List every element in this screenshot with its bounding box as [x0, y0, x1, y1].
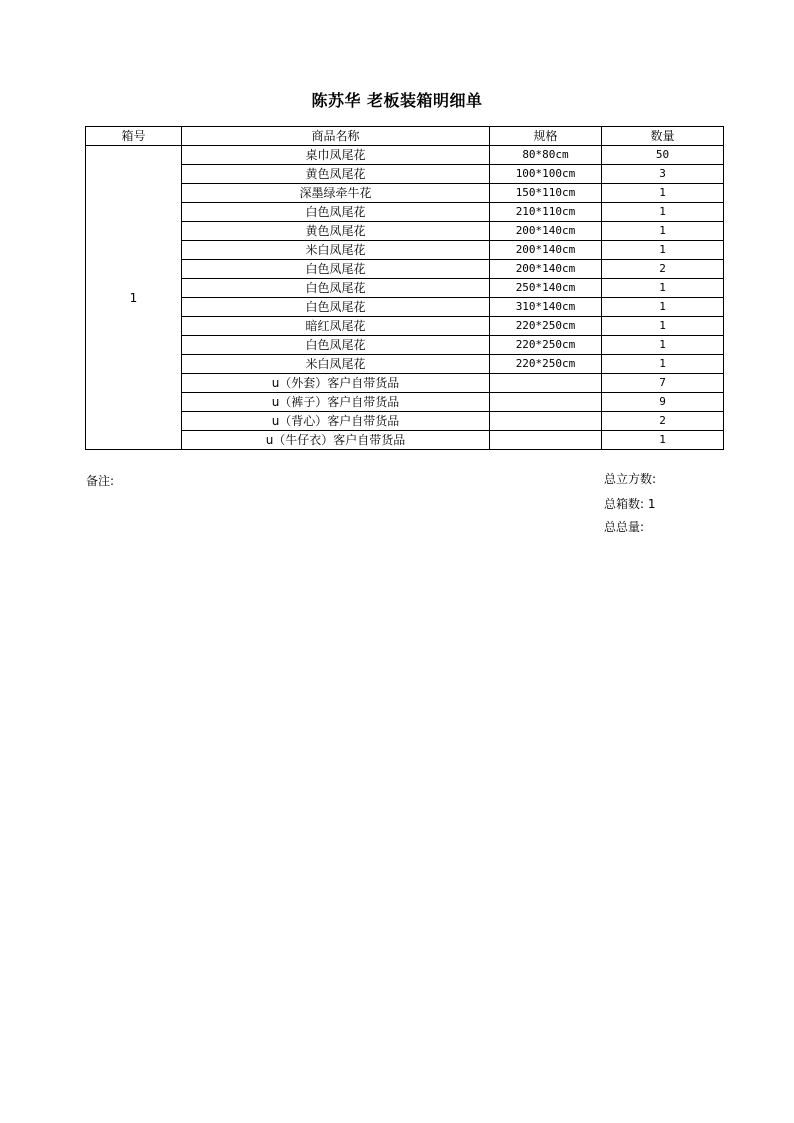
quantity-cell: 2 — [602, 412, 724, 431]
product-name-cell: 桌巾凤尾花 — [182, 146, 490, 165]
quantity-cell: 3 — [602, 165, 724, 184]
spec-cell: 220*250cm — [490, 355, 602, 374]
table-row — [86, 165, 724, 184]
product-name-cell: u（背心）客户自带货品 — [182, 412, 490, 431]
table-row — [86, 355, 724, 374]
quantity-cell: 9 — [602, 393, 724, 412]
quantity-cell: 1 — [602, 241, 724, 260]
spec-cell — [490, 412, 602, 431]
table-row — [86, 393, 724, 412]
spec-cell: 220*250cm — [490, 336, 602, 355]
header-quantity: 数量 — [602, 127, 724, 146]
quantity-cell: 1 — [602, 222, 724, 241]
product-name-cell: 暗红凤尾花 — [182, 317, 490, 336]
product-name-cell: 白色凤尾花 — [182, 298, 490, 317]
quantity-cell: 1 — [602, 431, 724, 450]
quantity-cell: 1 — [602, 298, 724, 317]
table-row — [86, 241, 724, 260]
table-row — [86, 260, 724, 279]
total-volume: 总立方数: — [604, 472, 657, 486]
spec-cell: 150*110cm — [490, 184, 602, 203]
product-name-cell: 白色凤尾花 — [182, 336, 490, 355]
header-spec: 规格 — [490, 127, 602, 146]
table-row — [86, 184, 724, 203]
table-row — [86, 374, 724, 393]
table-row — [86, 336, 724, 355]
quantity-cell: 2 — [602, 260, 724, 279]
spec-cell: 80*80cm — [490, 146, 602, 165]
product-name-cell: 米白凤尾花 — [182, 241, 490, 260]
product-name-cell: 深墨绿牵牛花 — [182, 184, 490, 203]
table-row — [86, 146, 724, 165]
header-box-number: 箱号 — [86, 127, 182, 146]
total-boxes: 总箱数: 1 — [604, 497, 656, 511]
table-row — [86, 412, 724, 431]
remark-label: 备注: — [86, 474, 115, 488]
spec-cell — [490, 393, 602, 412]
box-number-cell: 1 — [86, 146, 182, 450]
quantity-cell: 7 — [602, 374, 724, 393]
product-name-cell: 白色凤尾花 — [182, 260, 490, 279]
quantity-cell: 1 — [602, 203, 724, 222]
product-name-cell: u（牛仔衣）客户自带货品 — [182, 431, 490, 450]
product-name-cell: u（外套）客户自带货品 — [182, 374, 490, 393]
product-name-cell: 黄色凤尾花 — [182, 165, 490, 184]
packing-list-table — [85, 126, 724, 450]
table-row — [86, 431, 724, 450]
table-header-row — [86, 127, 724, 146]
spec-cell: 220*250cm — [490, 317, 602, 336]
spec-cell: 100*100cm — [490, 165, 602, 184]
quantity-cell: 1 — [602, 317, 724, 336]
spec-cell — [490, 431, 602, 450]
table-row — [86, 222, 724, 241]
quantity-cell: 1 — [602, 336, 724, 355]
spec-cell: 310*140cm — [490, 298, 602, 317]
header-product-name: 商品名称 — [182, 127, 490, 146]
quantity-cell: 1 — [602, 279, 724, 298]
spec-cell — [490, 374, 602, 393]
quantity-cell: 1 — [602, 355, 724, 374]
spec-cell: 200*140cm — [490, 222, 602, 241]
table-row — [86, 279, 724, 298]
document-title: 陈苏华 老板装箱明细单 — [311, 91, 483, 110]
table-row — [86, 317, 724, 336]
quantity-cell: 50 — [602, 146, 724, 165]
spec-cell: 200*140cm — [490, 241, 602, 260]
quantity-cell: 1 — [602, 184, 724, 203]
table-row — [86, 203, 724, 222]
spec-cell: 250*140cm — [490, 279, 602, 298]
product-name-cell: 米白凤尾花 — [182, 355, 490, 374]
product-name-cell: u（裤子）客户自带货品 — [182, 393, 490, 412]
spec-cell: 210*110cm — [490, 203, 602, 222]
product-name-cell: 白色凤尾花 — [182, 203, 490, 222]
spec-cell: 200*140cm — [490, 260, 602, 279]
product-name-cell: 黄色凤尾花 — [182, 222, 490, 241]
table-row — [86, 298, 724, 317]
total-weight: 总总量: — [604, 520, 645, 534]
product-name-cell: 白色凤尾花 — [182, 279, 490, 298]
